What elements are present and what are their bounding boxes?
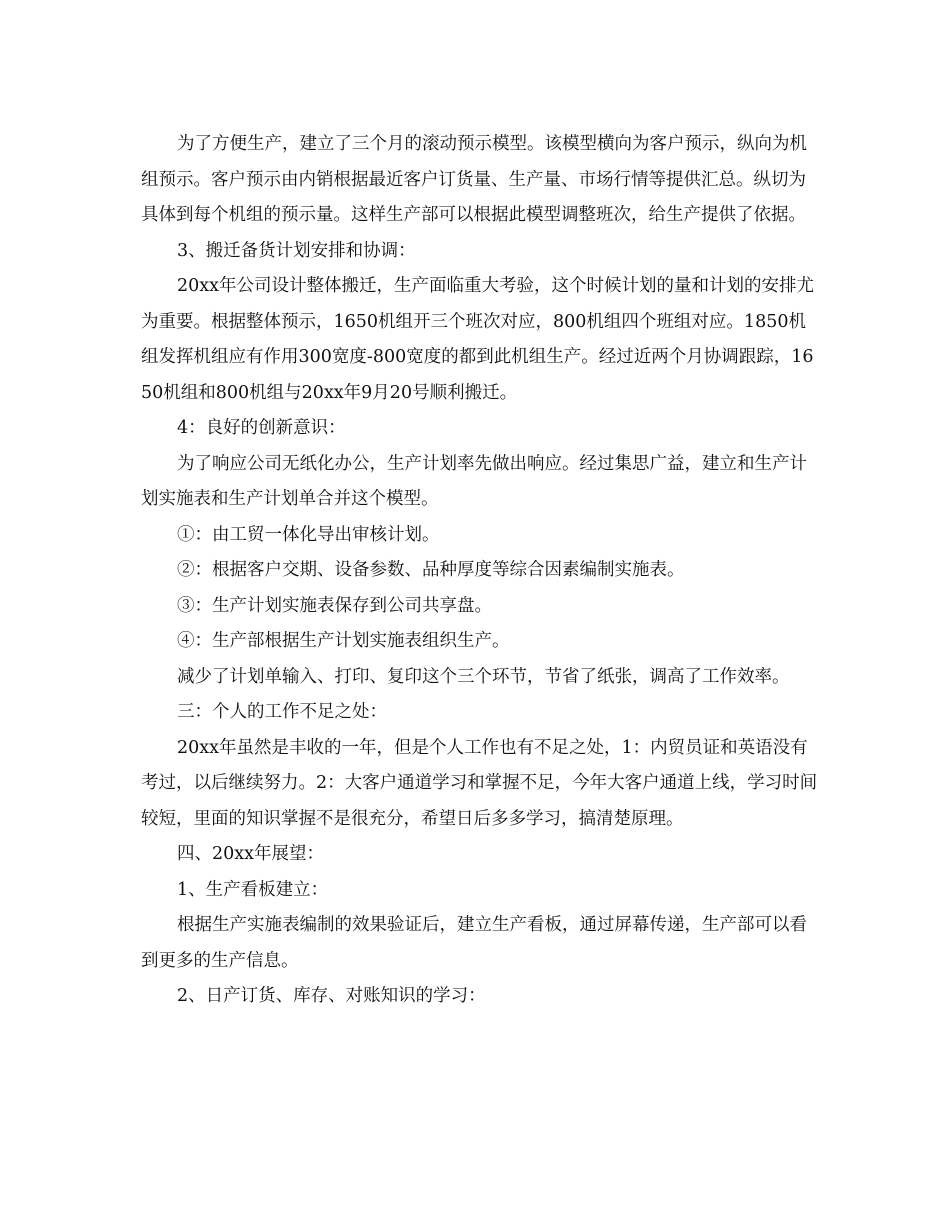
list-item-step-2: ②：根据客户交期、设备参数、品种厚度等综合因素编制实施表。 <box>177 560 685 580</box>
heading-innovation: 4：良好的创新意识： <box>177 418 346 438</box>
document-body <box>141 127 821 1015</box>
heading-kanban: 1、生产看板建立： <box>177 879 329 900</box>
list-item-step-4: ④：生产部根据生产计划实施表组织生产。 <box>177 631 510 651</box>
list-item-step-1: ①：由工贸一体化导出审核计划。 <box>177 524 440 545</box>
list-item-step-3: ③：生产计划实施表保存到公司共享盘。 <box>177 595 492 616</box>
heading-shortcomings: 三：个人的工作不足之处： <box>177 702 387 722</box>
paragraph-efficiency: 减少了计划单输入、打印、复印这个三个环节，节省了纸张，调高了工作效率。 <box>177 666 790 687</box>
heading-outlook: 四、20xx年展望： <box>177 844 325 864</box>
paragraph-relocation: 20xx年公司设计整体搬迁，生产面临重大考验，这个时候计划的量和计划的安排尤为重要。根据整体预示，1650机组开三个班次对应，800机组四个班组对应。1850机组发挥机组应有作用300宽度-800宽度的都到此机组生产。经过近两个月协调跟踪，1650机组和800机组与20xx年9月20号顺利搬迁。 <box>141 276 815 403</box>
paragraph-shortcomings: 20xx年虽然是丰收的一年，但是个人工作也有不足之处，1：内贸员证和英语没有考过，以后继续努力。2：大客户通道学习和掌握不足，今年大客户通道上线，学习时间较短，里面的知识掌握不是很充分，希望日后多多学习，搞清楚原理。 <box>141 737 818 829</box>
paragraph-paperless: 为了响应公司无纸化办公，生产计划率先做出响应。经过集思广益，建立和生产计划实施表和生产计划单合并这个模型。 <box>141 453 807 509</box>
paragraph-model-intro: 为了方便生产，建立了三个月的滚动预示模型。该模型横向为客户预示，纵向为机组预示。客户预示由内销根据最近客户订货量、生产量、市场行情等提供汇总。纵切为具体到每个机组的预示量。这样生产部可以根据此模型调整班次，给生产提供了依据。 <box>141 134 807 225</box>
paragraph-kanban: 根据生产实施表编制的效果验证后，建立生产看板，通过屏幕传递，生产部可以看到更多的生产信息。 <box>141 915 807 971</box>
heading-learning: 2、日产订货、库存、对账知识的学习： <box>177 986 486 1006</box>
heading-relocation-plan: 3、搬迁备货计划安排和协调： <box>177 240 416 261</box>
